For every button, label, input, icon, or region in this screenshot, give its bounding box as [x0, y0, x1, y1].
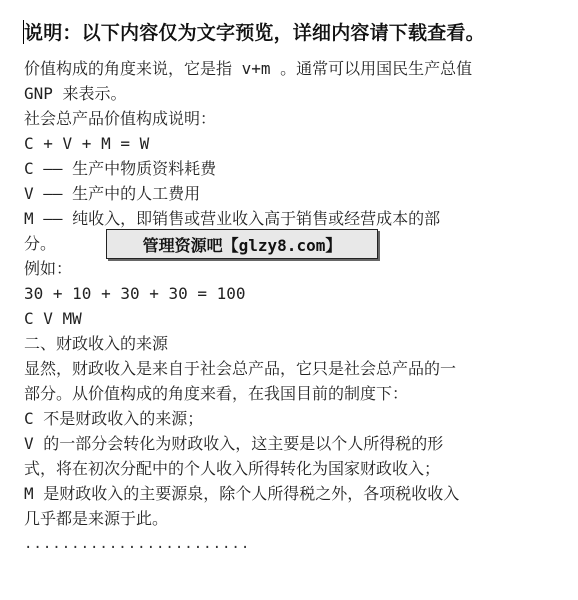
text-line: M 是财政收入的主要源泉，除个人所得税之外，各项税收收入 — [24, 484, 460, 503]
text-line: V —— 生产中的人工费用 — [24, 184, 201, 203]
section-heading: 二、财政收入的来源 — [24, 334, 169, 353]
text-line: 几乎都是来源于此。 — [24, 509, 169, 528]
text-line: 例如： — [24, 259, 73, 278]
text-line: 显然，财政收入是来自于社会总产品，它只是社会总产品的一 — [24, 359, 457, 378]
text-line: C V MW — [24, 309, 82, 328]
text-line: 分。 — [24, 234, 57, 253]
text-line: C —— 生产中物质资料耗费 — [24, 159, 217, 178]
text-line: 部分。从价值构成的角度来看，在我国目前的制度下： — [24, 384, 409, 403]
text-line: 社会总产品价值构成说明： — [24, 109, 217, 128]
preview-notice: 说明：以下内容仅为文字预览，详细内容请下载查看。 — [24, 22, 485, 44]
text-line: M —— 纯收入，即销售或营业收入高于销售或经营成本的部 — [24, 209, 441, 228]
watermark-banner: 管理资源吧【glzy8.com】 — [106, 229, 378, 259]
ellipsis-dots: ........................ — [24, 536, 251, 552]
text-line: 式，将在初次分配中的个人收入所得转化为国家财政收入； — [24, 459, 441, 478]
text-line: 价值构成的角度来说，它是指 v+m 。通常可以用国民生产总值 — [24, 59, 473, 78]
text-line: 30 + 10 + 30 + 30 = 100 — [24, 284, 246, 303]
text-line: C 不是财政收入的来源； — [24, 409, 204, 428]
text-line: GNP 来表示。 — [24, 84, 127, 103]
text-line: C + V + M = W — [24, 134, 150, 153]
document-body — [24, 56, 554, 531]
text-line: V 的一部分会转化为财政收入，这主要是以个人所得税的形 — [24, 434, 444, 453]
